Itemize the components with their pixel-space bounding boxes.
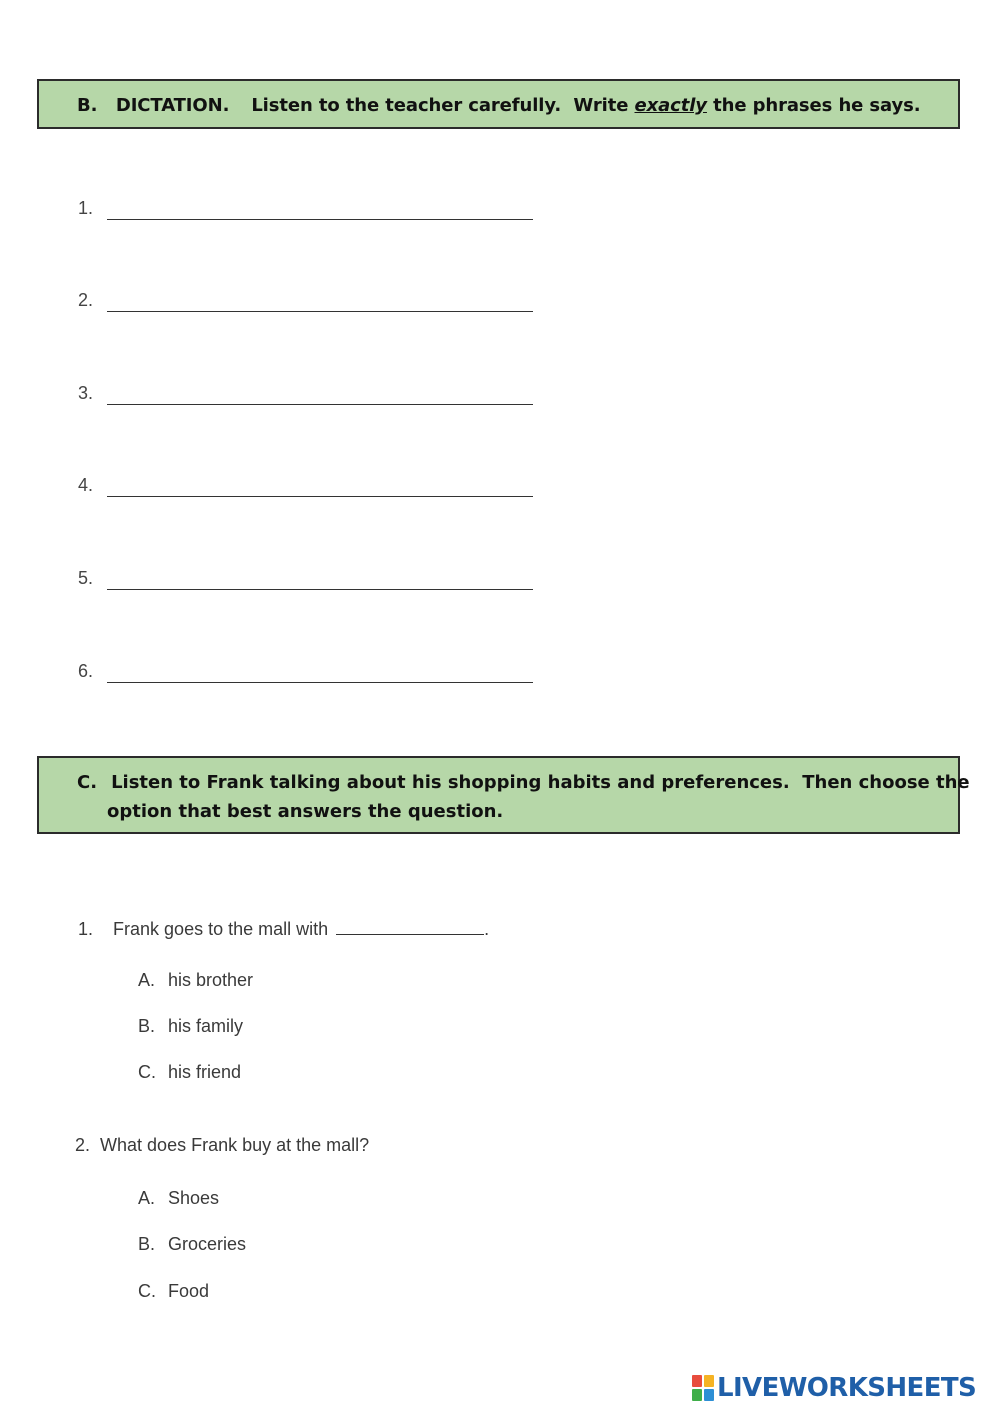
section-b-label: B. [77,95,98,116]
section-b-instruction-post: the phrases he says. [706,95,921,116]
dictation-item-3[interactable] [78,383,548,407]
question-1 [78,917,489,940]
section-c-label: C. [77,772,98,793]
section-b-title: DICTATION. [115,95,230,116]
dictation-item-2[interactable] [78,290,548,314]
section-b-instruction-pre: Listen to the teacher carefully. Write [251,95,635,116]
section-b-instruction-emphasis: exactly [634,95,707,116]
answer-line[interactable] [107,682,533,683]
option-letter: B. [138,1016,156,1036]
option-1c[interactable] [138,1062,241,1083]
answer-line[interactable] [107,589,533,590]
dictation-number: 5. [78,568,94,588]
answer-line[interactable] [107,219,533,220]
option-text: Groceries [168,1234,247,1254]
dictation-number: 6. [78,661,94,681]
answer-blank[interactable] [336,917,484,935]
answer-line[interactable] [107,496,533,497]
dictation-number: 1. [78,198,94,218]
option-text: his family [168,1016,244,1036]
logo-text: LIVEWORKSHEETS [717,1373,977,1403]
dictation-item-1[interactable] [78,198,548,222]
option-1b[interactable] [138,1016,243,1037]
option-2c[interactable] [138,1281,209,1302]
question-2 [75,1135,369,1156]
dictation-item-4[interactable] [78,475,548,499]
option-letter: A. [138,970,156,990]
question-text: Frank goes to the mall with [113,919,329,939]
section-c-instruction-line2: option that best answers the question. [107,801,504,822]
answer-line[interactable] [107,404,533,405]
option-letter: B. [138,1234,156,1254]
dictation-number: 4. [78,475,94,495]
logo-mark-icon [692,1375,714,1401]
answer-line[interactable] [107,311,533,312]
question-text: What does Frank buy at the mall? [100,1135,370,1155]
section-b-heading [77,95,921,116]
dictation-item-5[interactable] [78,568,548,592]
option-letter: C. [138,1062,156,1082]
option-2a[interactable] [138,1188,219,1209]
option-text: his friend [168,1062,242,1082]
option-letter: A. [138,1188,156,1208]
section-c-banner [37,756,970,834]
section-c-instruction-line1 [77,772,970,793]
liveworksheets-logo [692,1373,976,1403]
option-text: Shoes [168,1188,220,1208]
dictation-number: 3. [78,383,94,403]
question-end: . [484,919,490,939]
dictation-number: 2. [78,290,94,310]
option-text: his brother [168,970,254,990]
question-number: 2. [75,1135,91,1155]
section-b-banner [37,79,960,129]
option-letter: C. [138,1281,156,1301]
section-c-instruction-text1: Listen to Frank talking about his shopping habits and preferences. Then choose the [111,772,970,793]
option-2b[interactable] [138,1234,246,1255]
option-text: Food [168,1281,210,1301]
option-1a[interactable] [138,970,253,991]
question-number: 1. [78,919,94,939]
dictation-item-6[interactable] [78,661,548,685]
